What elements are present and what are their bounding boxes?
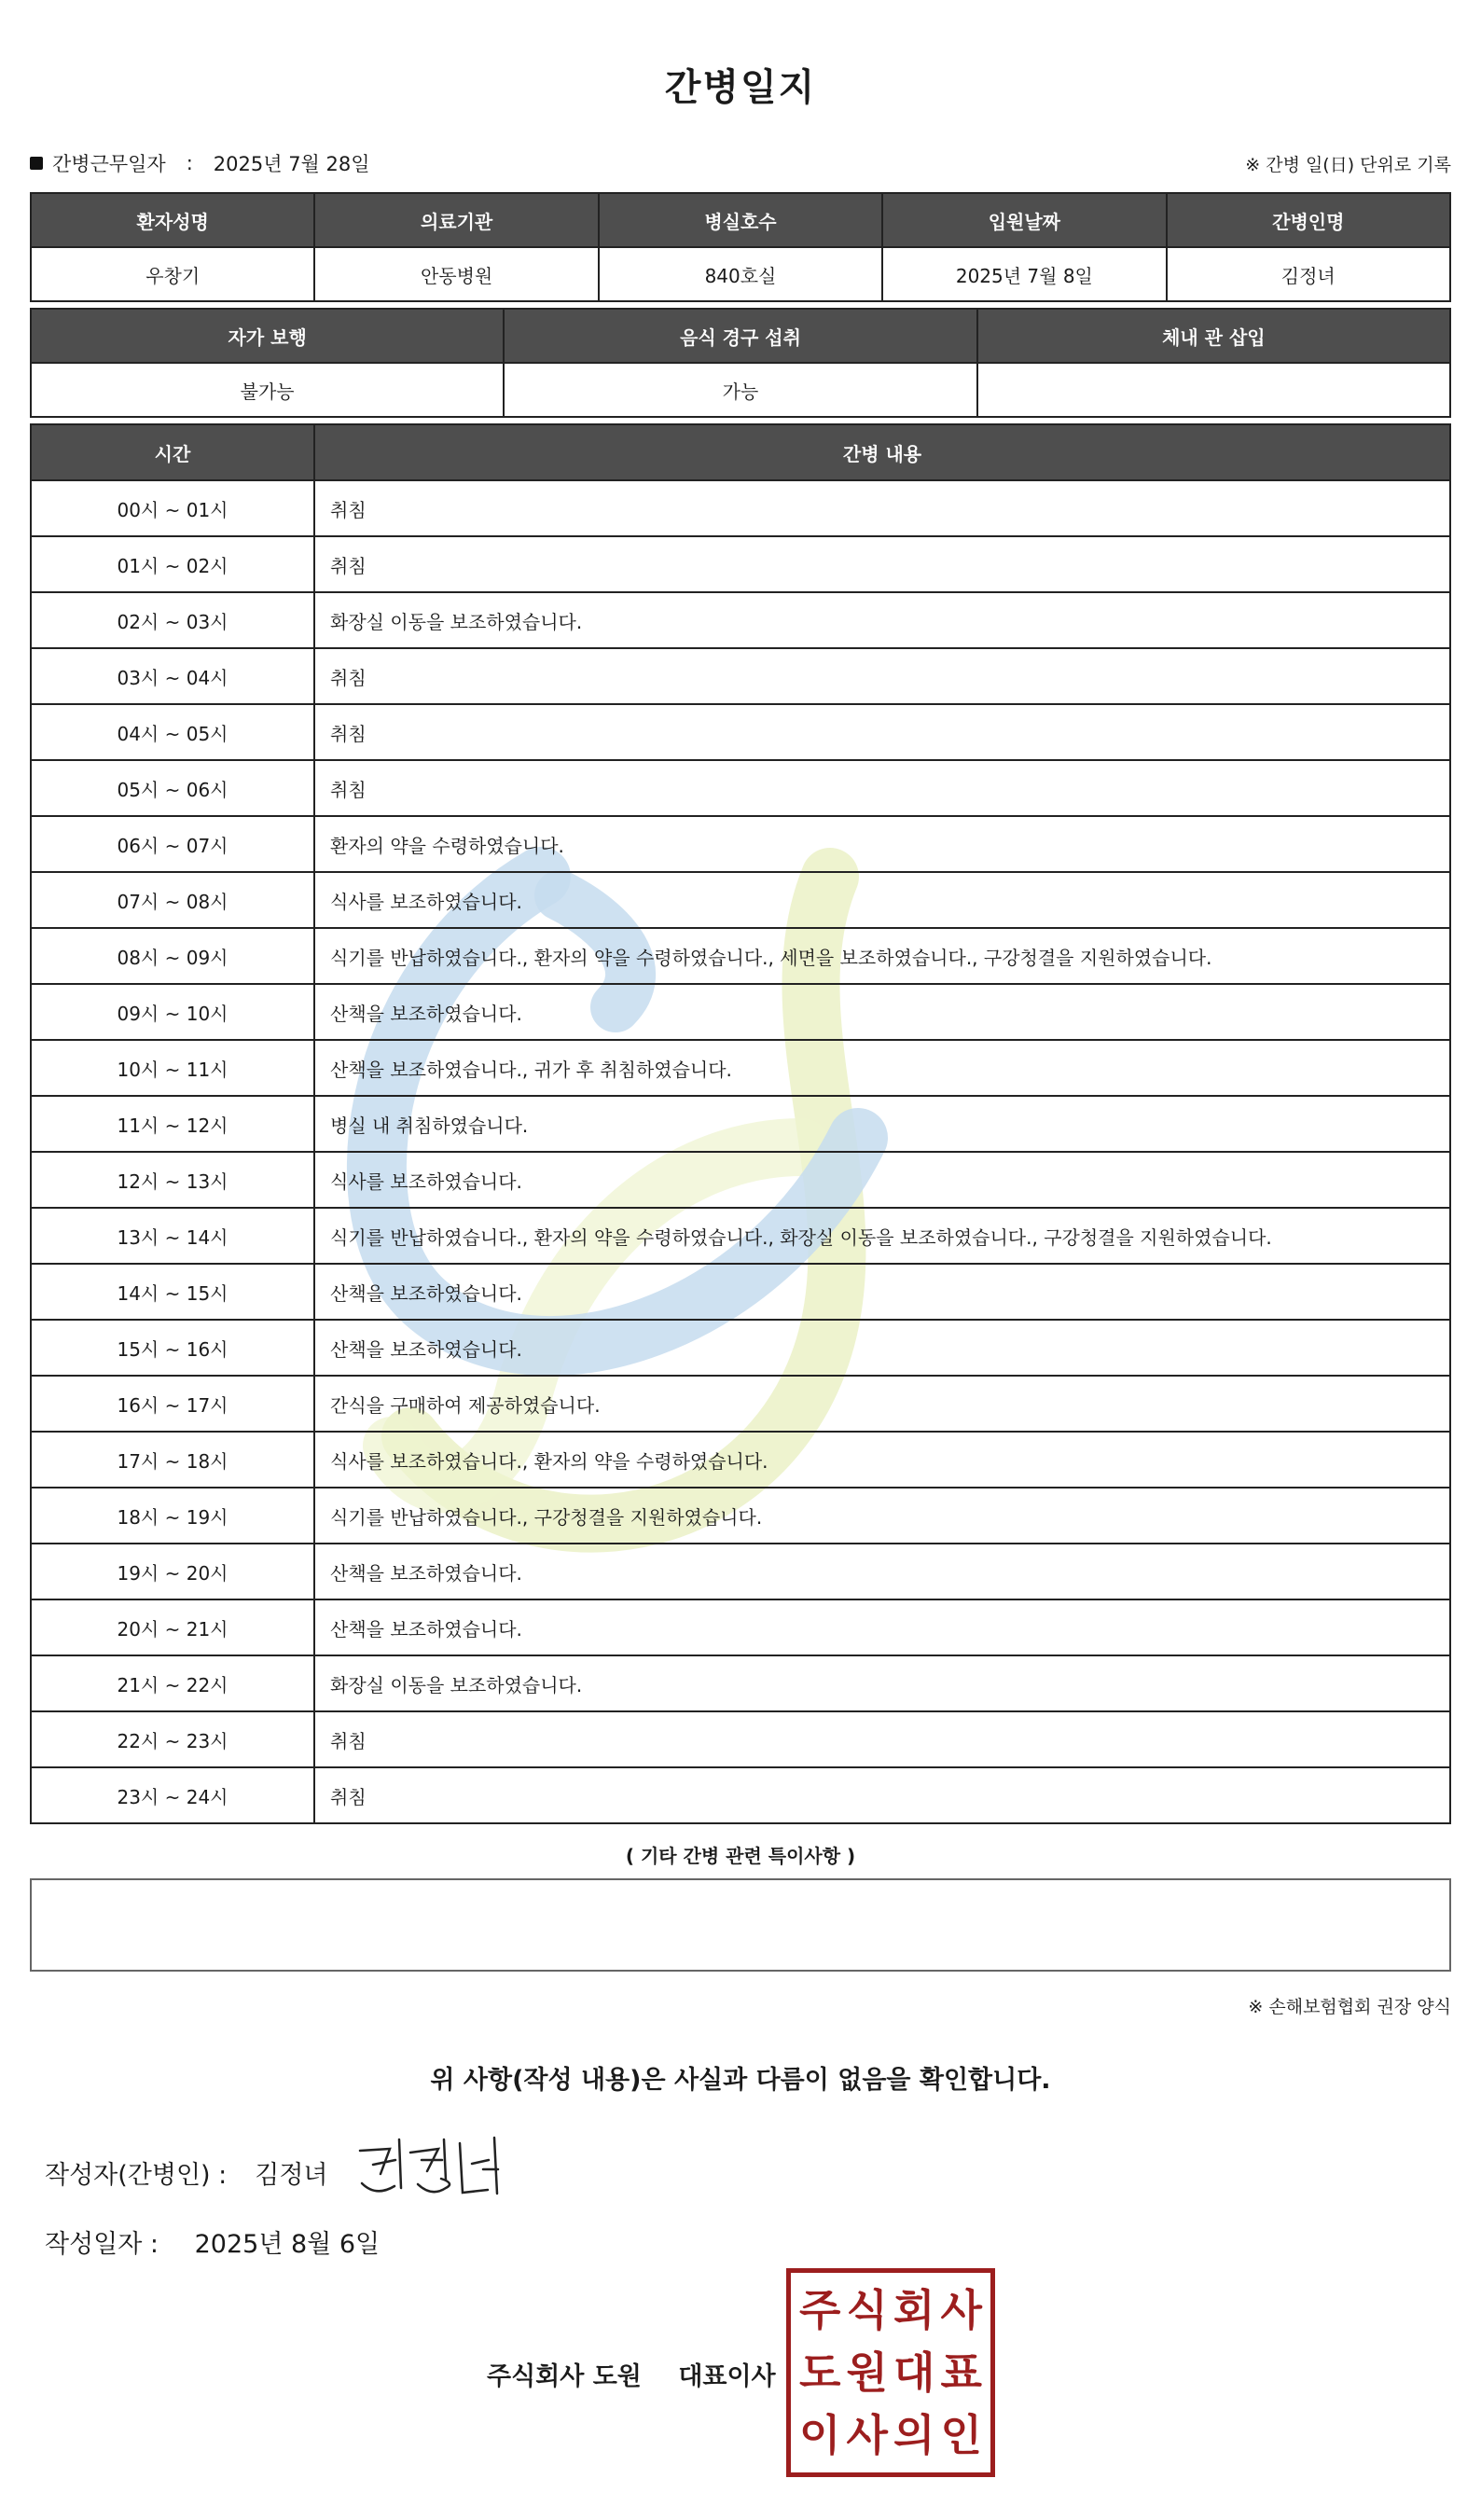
- oral-intake: 가능: [504, 363, 976, 417]
- room-number: 840호실: [599, 247, 882, 301]
- time-cell: 16시 ~ 17시: [31, 1376, 314, 1432]
- header-patient-name: 환자성명: [31, 193, 314, 247]
- care-content-cell: 식기를 반납하였습니다., 환자의 약을 수령하였습니다., 화장실 이동을 보조하였습니다., 구강청결을 지원하였습니다.: [314, 1208, 1450, 1264]
- time-cell: 23시 ~ 24시: [31, 1767, 314, 1823]
- time-cell: 13시 ~ 14시: [31, 1208, 314, 1264]
- time-cell: 17시 ~ 18시: [31, 1432, 314, 1488]
- seal-character: 대: [893, 2347, 935, 2398]
- document-title: 간병일지: [664, 66, 817, 109]
- author-name: 김정녀: [255, 2161, 328, 2190]
- patient-info-value-row: [31, 247, 1450, 301]
- care-content-cell: 취침: [314, 480, 1450, 536]
- care-log-header-row: [31, 424, 1450, 480]
- form-footnote: ※ 손해보험협회 권장 양식: [1248, 1997, 1451, 2017]
- duty-date-label: 간병근무일자: [52, 153, 166, 175]
- caregiver-name: 김정녀: [1167, 247, 1450, 301]
- confirmation-statement: 위 사항(작성 내용)은 사실과 다름이 없음을 확인합니다.: [430, 2066, 1051, 2095]
- header-room: 병실호수: [599, 193, 882, 247]
- admission-date: 2025년 7월 8일: [882, 247, 1166, 301]
- duty-date-value: 2025년 7월 28일: [213, 153, 370, 175]
- seal-character: 의: [893, 2410, 935, 2461]
- table-row: [31, 872, 1450, 928]
- company-seal-stamp: [786, 2268, 995, 2477]
- table-row: [31, 592, 1450, 648]
- seal-character: 회: [893, 2284, 935, 2335]
- unit-note: ※ 간병 일(日) 단위로 기록: [1245, 155, 1451, 175]
- time-cell: 00시 ~ 01시: [31, 480, 314, 536]
- care-content-cell: 산책을 보조하였습니다., 귀가 후 취침하였습니다.: [314, 1040, 1450, 1096]
- bullet-square-icon: [30, 157, 43, 170]
- header-admission-date: 입원날짜: [882, 193, 1166, 247]
- patient-status-value-row: [31, 363, 1450, 417]
- remarks-box: [30, 1878, 1451, 1972]
- table-row: [31, 1599, 1450, 1655]
- care-content-cell: 식기를 반납하였습니다., 환자의 약을 수령하였습니다., 세면을 보조하였습니다., 구강청결을 지원하였습니다.: [314, 928, 1450, 984]
- table-row: [31, 1544, 1450, 1599]
- care-log-body: [31, 480, 1450, 1823]
- patient-info-table: [30, 192, 1451, 302]
- seal-character: 표: [940, 2347, 982, 2398]
- time-cell: 04시 ~ 05시: [31, 704, 314, 760]
- care-content-cell: 취침: [314, 536, 1450, 592]
- time-cell: 01시 ~ 02시: [31, 536, 314, 592]
- time-cell: 03시 ~ 04시: [31, 648, 314, 704]
- table-row: [31, 1040, 1450, 1096]
- seal-character: 사: [846, 2410, 888, 2461]
- seal-character: 원: [846, 2347, 888, 2398]
- care-content-cell: 식사를 보조하였습니다., 환자의 약을 수령하였습니다.: [314, 1432, 1450, 1488]
- table-row: [31, 704, 1450, 760]
- seal-character: 주: [799, 2284, 841, 2335]
- table-row: [31, 928, 1450, 984]
- table-row: [31, 1096, 1450, 1152]
- time-cell: 12시 ~ 13시: [31, 1152, 314, 1208]
- patient-info-header-row: [31, 193, 1450, 247]
- self-walking: 불가능: [31, 363, 504, 417]
- header-self-walking: 자가 보행: [31, 309, 504, 363]
- representative-title: 대표이사: [678, 2362, 776, 2391]
- time-cell: 11시 ~ 12시: [31, 1096, 314, 1152]
- time-cell: 15시 ~ 16시: [31, 1320, 314, 1376]
- care-content-cell: 병실 내 취침하였습니다.: [314, 1096, 1450, 1152]
- care-content-cell: 식기를 반납하였습니다., 구강청결을 지원하였습니다.: [314, 1488, 1450, 1544]
- header-caregiver-name: 간병인명: [1167, 193, 1450, 247]
- time-cell: 05시 ~ 06시: [31, 760, 314, 816]
- header-care-content: 간병 내용: [314, 424, 1450, 480]
- table-row: [31, 1320, 1450, 1376]
- seal-character: 도: [799, 2347, 841, 2398]
- table-row: [31, 1208, 1450, 1264]
- care-content-cell: 화장실 이동을 보조하였습니다.: [314, 592, 1450, 648]
- table-row: [31, 1488, 1450, 1544]
- duty-date-separator: :: [186, 152, 193, 174]
- table-row: [31, 480, 1450, 536]
- header-oral-intake: 음식 경구 섭취: [504, 309, 976, 363]
- table-row: [31, 760, 1450, 816]
- seal-character: 식: [846, 2284, 888, 2335]
- time-cell: 09시 ~ 10시: [31, 984, 314, 1040]
- care-content-cell: 취침: [314, 704, 1450, 760]
- care-content-cell: 식사를 보조하였습니다.: [314, 1152, 1450, 1208]
- table-row: [31, 1264, 1450, 1320]
- seal-character: 이: [799, 2410, 841, 2461]
- remarks-title: ( 기타 간병 관련 특이사항 ): [625, 1845, 856, 1867]
- time-cell: 22시 ~ 23시: [31, 1711, 314, 1767]
- care-content-cell: 간식을 구매하여 제공하였습니다.: [314, 1376, 1450, 1432]
- care-content-cell: 산책을 보조하였습니다.: [314, 1599, 1450, 1655]
- care-log-table: [30, 423, 1451, 1824]
- author-label: 작성자(간병인) :: [45, 2161, 228, 2190]
- care-content-cell: 산책을 보조하였습니다.: [314, 1544, 1450, 1599]
- time-cell: 06시 ~ 07시: [31, 816, 314, 872]
- written-date-value: 2025년 8월 6일: [194, 2230, 381, 2259]
- patient-status-header-row: [31, 309, 1450, 363]
- care-content-cell: 환자의 약을 수령하였습니다.: [314, 816, 1450, 872]
- care-content-cell: 취침: [314, 1711, 1450, 1767]
- time-cell: 07시 ~ 08시: [31, 872, 314, 928]
- duty-date-row: [30, 149, 370, 177]
- company-name: 주식회사 도원: [487, 2362, 642, 2391]
- care-content-cell: 취침: [314, 1767, 1450, 1823]
- written-date-label: 작성일자 :: [45, 2230, 159, 2259]
- time-cell: 14시 ~ 15시: [31, 1264, 314, 1320]
- patient-name: 우창기: [31, 247, 314, 301]
- care-content-cell: 식사를 보조하였습니다.: [314, 872, 1450, 928]
- handwritten-signature: [353, 2132, 520, 2207]
- company-signature-line: [487, 2356, 776, 2392]
- time-cell: 08시 ~ 09시: [31, 928, 314, 984]
- care-content-cell: 산책을 보조하였습니다.: [314, 984, 1450, 1040]
- table-row: [31, 1767, 1450, 1823]
- header-time: 시간: [31, 424, 314, 480]
- table-row: [31, 984, 1450, 1040]
- table-row: [31, 1432, 1450, 1488]
- seal-character: 사: [940, 2284, 982, 2335]
- table-row: [31, 1152, 1450, 1208]
- table-row: [31, 536, 1450, 592]
- care-content-cell: 취침: [314, 648, 1450, 704]
- table-row: [31, 816, 1450, 872]
- table-row: [31, 648, 1450, 704]
- seal-character: 인: [940, 2410, 982, 2461]
- time-cell: 20시 ~ 21시: [31, 1599, 314, 1655]
- time-cell: 02시 ~ 03시: [31, 592, 314, 648]
- time-cell: 19시 ~ 20시: [31, 1544, 314, 1599]
- time-cell: 10시 ~ 11시: [31, 1040, 314, 1096]
- header-tube-insertion: 체내 관 삽입: [977, 309, 1450, 363]
- patient-status-table: [30, 308, 1451, 418]
- time-cell: 21시 ~ 22시: [31, 1655, 314, 1711]
- author-row: [45, 2154, 328, 2191]
- care-content-cell: 화장실 이동을 보조하였습니다.: [314, 1655, 1450, 1711]
- table-row: [31, 1376, 1450, 1432]
- table-row: [31, 1655, 1450, 1711]
- care-content-cell: 산책을 보조하였습니다.: [314, 1320, 1450, 1376]
- tube-insertion: [977, 363, 1450, 417]
- header-hospital: 의료기관: [314, 193, 598, 247]
- care-content-cell: 산책을 보조하였습니다.: [314, 1264, 1450, 1320]
- care-content-cell: 취침: [314, 760, 1450, 816]
- written-date-row: [45, 2223, 380, 2260]
- hospital: 안동병원: [314, 247, 598, 301]
- time-cell: 18시 ~ 19시: [31, 1488, 314, 1544]
- table-row: [31, 1711, 1450, 1767]
